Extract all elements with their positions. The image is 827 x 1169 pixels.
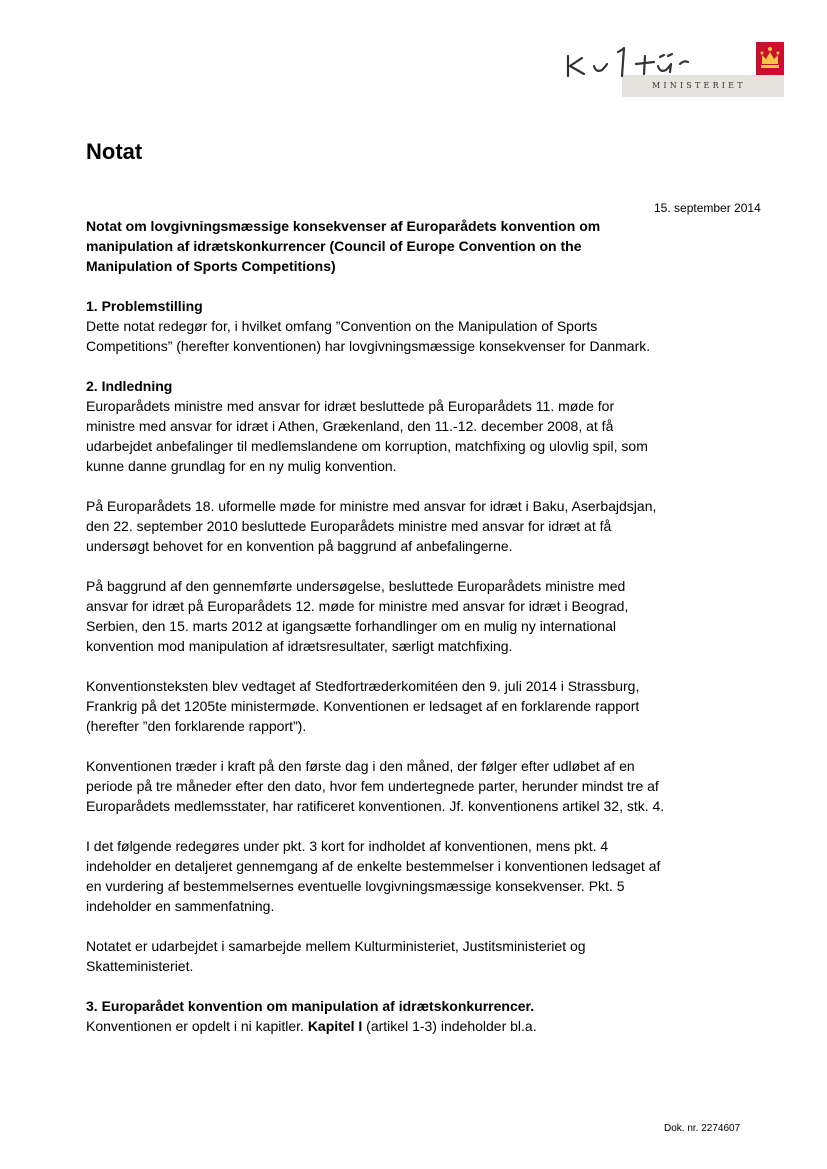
paragraph: På baggrund af den gennemførte undersøgelse, besluttede Europarådets ministre med ansvar for idræt på Europarådets 12. møde for ministre med ansvar for idræt i Beograd, Serbien, den 15. marts 2012 at igangsætte forhandlinger om en mulig ny international konvention mod manipulation af idrætsresultater, særligt matchfixing. (86, 578, 629, 654)
paragraph: I det følgende redegøres under pkt. 3 kort for indholdet af konventionen, mens pkt. 4 indeholder en detaljeret gennemgang af de enkelte bestemmelser i konventionen ledsaget af en vurdering af bestemmelsernes eventuelle lovgivningsmæssige konsekvenser. Pkt. 5 indeholder en sammenfatning. (86, 838, 661, 914)
section-heading: 1. Problemstilling (86, 298, 203, 314)
section-konvention (86, 996, 666, 1036)
document-date: 15. september 2014 (654, 201, 761, 215)
intro-text-end: (artikel 1-3) indeholder bl.a. (362, 1018, 537, 1034)
paragraph: Europarådets ministre med ansvar for idræt besluttede på Europarådets 11. møde for ministre med ansvar for idræt i Athen, Grækenland, den 11.-12. december 2008, at få udarbejdet anbefalinger til medlemslandene om korruption, matchfixing og ulovlig spil, som kunne danne grundlag for en ny mulig konvention. (86, 398, 648, 474)
crown-emblem (756, 42, 784, 75)
paragraph: På Europarådets 18. uformelle møde for ministre med ansvar for idræt i Baku, Aserbajdsjan, den 22. september 2010 besluttede Europarådets ministre med ansvar for idræt at få undersøgt behovet for en konvention på baggrund af anbefalingerne. (86, 498, 657, 554)
logo-subtext: MINISTERIET (652, 81, 746, 90)
crown-icon (756, 42, 784, 75)
kultur-script-logo (560, 42, 760, 82)
section-problemstilling (86, 296, 666, 356)
paragraph: Konventionsteksten blev vedtaget af Stedfortræderkomitéen den 9. juli 2014 i Strassburg, Frankrig på det 1205te ministermøde. Konventionen er ledsaget af en forklarende rapport (herefter ”den forklarende rapport”). (86, 678, 640, 734)
intro-text: Konventionen er opdelt i ni kapitler. (86, 1018, 308, 1034)
section-heading: 3. Europarådet konvention om manipulation af idrætskonkurrencer. (86, 998, 535, 1014)
section-indledning (86, 376, 666, 976)
page-title: Notat (86, 139, 143, 164)
paragraph: Konventionen træder i kraft på den første dag i den måned, der følger efter udløbet af en periode på tre måneder efter den dato, hvor fem undertegnede parter, herunder mindst tre af Europarådets medlemsstater, har ratificeret konventionen. Jf. konventionens artikel 32, stk. 4. (86, 758, 665, 814)
paragraph: Dette notat redegør for, i hvilket omfang ”Convention on the Manipulation of Sports Competitions” (herefter konventionen) har lovgivningsmæssige konsekvenser for Danmark. (86, 318, 651, 354)
section-heading: 2. Indledning (86, 378, 173, 394)
paragraph: Notatet er udarbejdet i samarbejde mellem Kulturministeriet, Justitsministeriet og Skatteministeriet. (86, 938, 586, 974)
kulturministeriet-logo (560, 42, 784, 98)
chapter-label: Kapitel I (307, 1018, 363, 1034)
document-body (86, 216, 666, 1036)
paragraph (86, 1016, 666, 1036)
document-lead: Notat om lovgivningsmæssige konsekvenser af Europarådets konvention om manipulation af idrætskonkurrencer (Council of Europe Convention on the Manipulation of Sports Competitions) (86, 218, 601, 274)
document-number: Dok. nr. 2274607 (664, 1123, 741, 1134)
